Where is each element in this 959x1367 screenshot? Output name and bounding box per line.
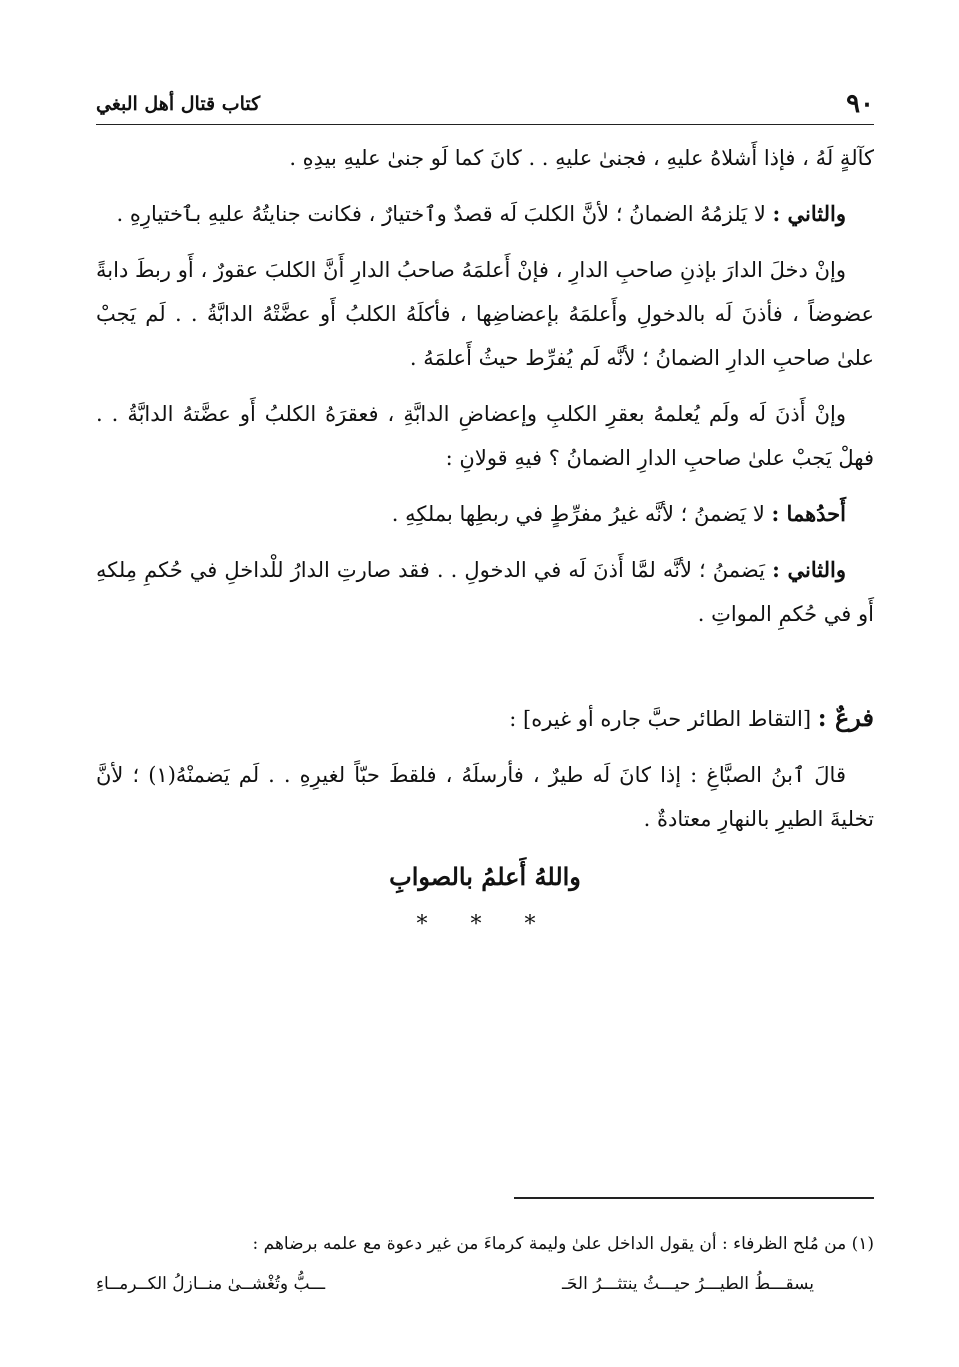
- branch-title: فرعٌ :: [817, 703, 874, 732]
- verse-second-hemistich: ـــبُّ وتُغْشــىٰ منــازلُ الكــرمــاءِ: [96, 1274, 326, 1294]
- paragraph-lead: والثاني :: [772, 201, 846, 226]
- branch-paragraph: قالَ ٱبنُ الصبَّاغِ : إذا كانَ لَه طيرٌ ، فأرسلَهُ ، فلقطَ حبّاً لغيرِهِ . . لَم يَضمنْهُ(١) ؛ لأنَّ تخليةَ الطيرِ بالنهارِ معتادةٌ .: [96, 763, 874, 831]
- paragraph-lead: أَحدُهما :: [771, 501, 846, 526]
- paragraph-text: لا يَلزمُهُ الضمانُ ؛ لأنَّ الكلبَ لَه قصدٌ وٱختيارٌ ، فكانت جنايتُهُ عليهِ بٱختيارِهِ .: [116, 202, 773, 226]
- paragraph: [96, 248, 874, 380]
- paragraph: [96, 192, 874, 236]
- paragraph-text: وإنْ أَذنَ لَه ولَم يُعلمهُ بعقرِ الكلبِ وإعضاضِ الدابَّةِ ، فعقرَهُ الكلبُ أَو عضَّتهُ الدابَّةُ . . فهلْ يَجبْ علىٰ صاحبِ الدارِ الضمانُ ؟ فيهِ قولانِ :: [96, 402, 874, 470]
- section-end-stars: * * *: [416, 912, 554, 937]
- paragraph: [96, 492, 874, 536]
- paragraph: [96, 136, 874, 180]
- running-head: كتاب قتال أهل البغي: [96, 93, 261, 115]
- footnote-rule: [514, 1197, 874, 1199]
- paragraph: [96, 392, 874, 480]
- footnote-text: (١) من مُلح الظرفاء : أن يقول الداخل علىٰ وليمة كرماءَ من غير دعوة مع علمه برضاهم :: [252, 1234, 874, 1254]
- page-header: [96, 86, 874, 122]
- branch-subtitle: [التقاط الطائر حبَّ جاره أو غيره] :: [509, 707, 818, 731]
- paragraph: [96, 548, 874, 636]
- paragraph-text: وإنْ دخلَ الدارَ بإذنِ صاحبِ الدارِ ، فإنْ أَعلمَهُ صاحبُ الدارِ أَنَّ الكلبَ عقورٌ ، أَو ربطَ دابةً عضوضاً ، فأذنَ لَه بالدخولِ وأَعلمَهُ بإعضاضِها ، فأكلَهُ الكلبُ أَو عضَّتْهُ الدابَّةُ . . لَم يَجبْ علىٰ صاحبِ الدارِ الضمانُ ؛ لأنَّه لَم يُفرِّط حيثُ أَعلمَهُ .: [96, 258, 874, 370]
- footnote-verse: [96, 1264, 874, 1304]
- body-text: [96, 136, 874, 945]
- footnote: [96, 1224, 874, 1304]
- verse-first-hemistich: يسقـــطُ الطيـــرُ حيـــثُ ينتثـــرُ الحَـ: [561, 1274, 814, 1294]
- page-number: ٩٠: [846, 89, 874, 119]
- paragraph-lead: والثاني :: [772, 557, 846, 582]
- closing-phrase: واللهُ أَعلمُ بالصوابِ: [389, 862, 581, 891]
- branch-heading: [96, 696, 874, 741]
- paragraph-text: يَضمنُ ؛ لأنَّه لمَّا أَذنَ لَه في الدخولِ . . فقد صارتِ الدارُ للْداخلِ في حُكمِ مِلكهِ أَو في حُكمِ المواتِ .: [96, 558, 874, 626]
- paragraph-text: كآلةٍ لَهُ ، فإذا أَشلاهُ عليهِ ، فجنىٰ عليهِ . . كانَ كما لَو جنىٰ عليهِ بيدِهِ .: [289, 146, 874, 170]
- section-spacer: [96, 648, 874, 696]
- header-rule: [96, 124, 874, 125]
- paragraph-text: لا يَضمنُ ؛ لأنَّه غيرُ مفرِّطٍ في ربطِها بملكِهِ .: [391, 502, 772, 526]
